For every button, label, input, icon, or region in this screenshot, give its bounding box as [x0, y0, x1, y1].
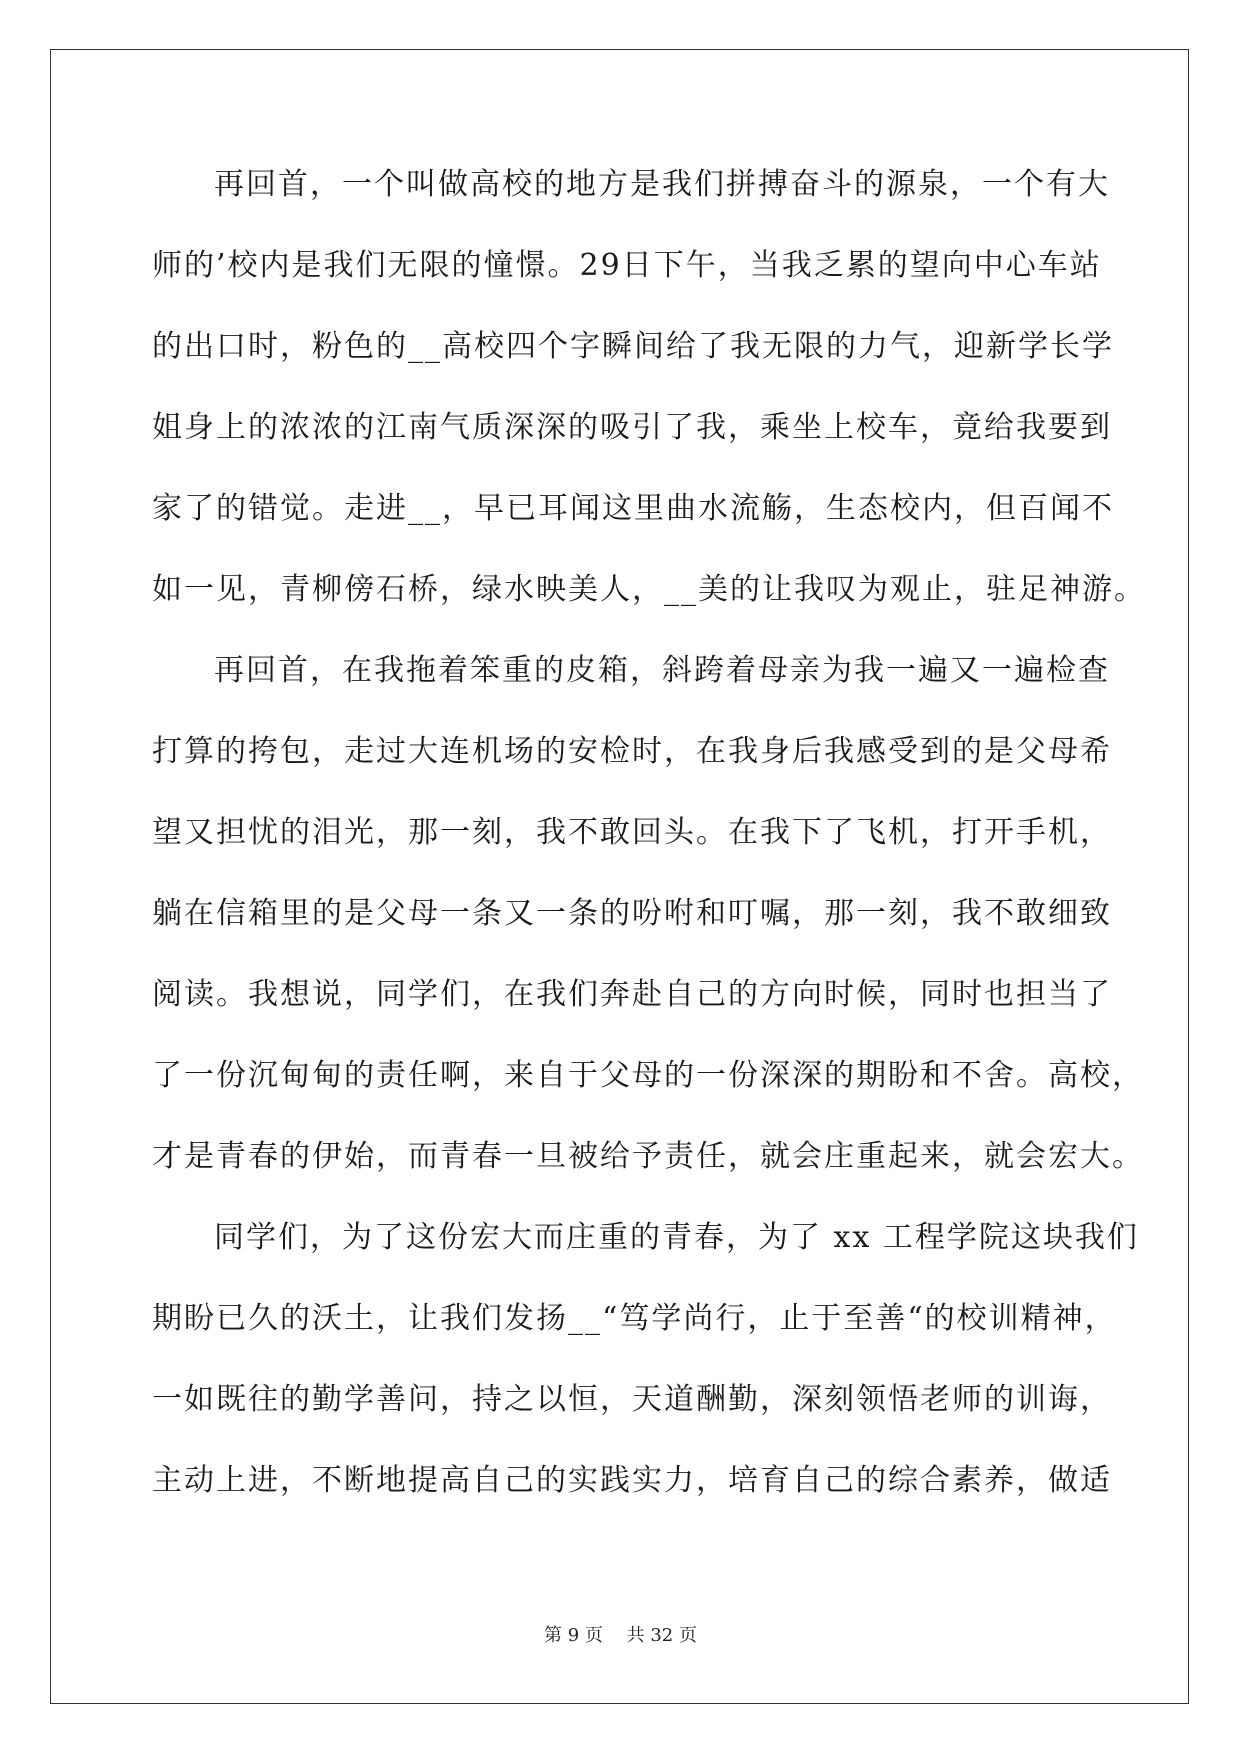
paragraph-1-line-5: 家了的错觉。走进__，早已耳闻这里曲水流觞，生态校内，但百闻不 [152, 491, 1114, 526]
paragraph-2-line-6: 了一份沉甸甸的责任啊，来自于父母的一份深深的期盼和不舍。高校， [152, 1058, 1144, 1093]
paragraph-3-line-2: 期盼已久的沃土，让我们发扬__“笃学尚行，止于至善“的校训精神， [152, 1301, 1117, 1336]
paragraph-1-line-6: 如一见，青柳傍石桥，绿水映美人，__美的让我叹为观止，驻足神游。 [152, 572, 1146, 607]
paragraph-1-line-3: 的出口时，粉色的__高校四个字瞬间给了我无限的力气，迎新学长学 [152, 329, 1114, 364]
paragraph-1-line-1: 再回首，一个叫做高校的地方是我们拼搏奋斗的源泉，一个有大 [214, 167, 1110, 202]
paragraph-2-line-7: 才是青春的伊始，而青春一旦被给予责任，就会庄重起来，就会宏大。 [152, 1139, 1144, 1174]
paragraph-3-line-3: 一如既往的勤学善问，持之以恒，天道酬勤，深刻领悟老师的训诲， [152, 1382, 1112, 1417]
paragraph-2-line-2: 打算的挎包，走过大连机场的安检时，在我身后我感受到的是父母希 [152, 734, 1112, 769]
document-body [152, 154, 1146, 1531]
paragraph-1-line-4: 姐身上的浓浓的江南气质深深的吸引了我，乘坐上校车，竟给我要到 [152, 410, 1112, 445]
paragraph-3-line-1: 同学们，为了这份宏大而庄重的青春，为了 xx 工程学院这块我们 [214, 1220, 1139, 1255]
page-number-footer: 第 9 页 共 32 页 [544, 1625, 697, 1646]
paragraph-2-line-4: 躺在信箱里的是父母一条又一条的吩咐和叮嘱，那一刻，我不敢细致 [152, 896, 1112, 931]
paragraph-3-line-4: 主动上进，不断地提高自己的实践实力，培育自己的综合素养，做适 [152, 1463, 1112, 1498]
paragraph-2-line-5: 阅读。我想说，同学们，在我们奔赴自己的方向时候，同时也担当了 [152, 977, 1112, 1012]
paragraph-2-line-1: 再回首，在我拖着笨重的皮箱，斜跨着母亲为我一遍又一遍检查 [214, 653, 1110, 688]
paragraph-1-line-2: 师的’校内是我们无限的憧憬。29日下午，当我乏累的望向中心车站 [152, 248, 1102, 283]
paragraph-2-line-3: 望又担忧的泪光，那一刻，我不敢回头。在我下了飞机，打开手机， [152, 815, 1112, 850]
